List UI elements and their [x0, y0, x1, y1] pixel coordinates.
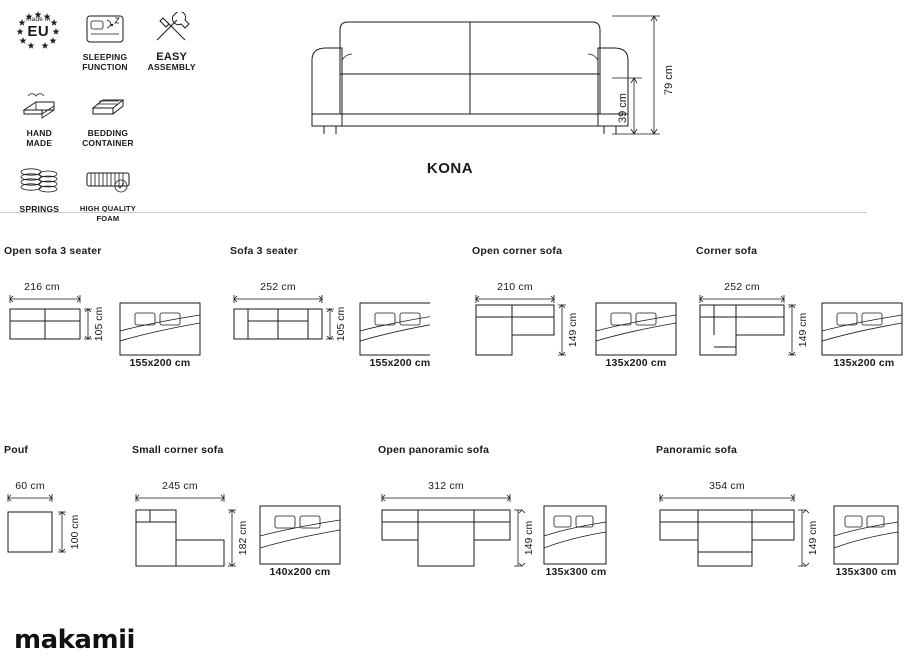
sofa-front-view [300, 8, 660, 148]
springs-icon [6, 160, 73, 202]
brand-logo-text: makamii [14, 625, 135, 655]
svg-text:182 cm: 182 cm [237, 520, 249, 556]
variant-pouf [4, 444, 124, 570]
badge-sleeping-label [73, 52, 138, 72]
variant-open-panoramic-sofa [378, 444, 608, 580]
variant-shape-svg [4, 460, 124, 570]
variant-width-label: 210 cm [497, 281, 533, 293]
bed-sleeping-icon [73, 8, 138, 50]
svg-text:100 cm: 100 cm [69, 514, 81, 550]
badge-line1: HAND [26, 128, 52, 138]
badge-easy-assembly [139, 6, 204, 72]
badge-hand-made-label [6, 128, 73, 148]
hero-height-total-text: 79 cm [663, 65, 675, 95]
eu-stars-icon [6, 8, 71, 50]
badge-row-2 [6, 82, 206, 148]
badge-hand-made [6, 82, 73, 148]
variant-width-label: 245 cm [162, 480, 198, 492]
variant-corner-sofa [696, 245, 905, 369]
badge-line2: MADE [26, 138, 53, 148]
variant-width-label: 252 cm [260, 281, 296, 293]
variant-width-label: 60 cm [15, 480, 45, 492]
badge-line1: EASY [156, 51, 188, 63]
badge-line2: FOAM [96, 214, 120, 223]
variant-small-corner-sofa [132, 444, 352, 580]
badge-springs [6, 158, 73, 214]
svg-text:149 cm: 149 cm [797, 312, 809, 348]
badge-line1: SLEEPING [82, 52, 128, 62]
section-divider [0, 212, 866, 213]
badge-eu-label: EU [27, 23, 50, 40]
variant-width-label: 312 cm [428, 480, 464, 492]
badge-made-in-eu [6, 6, 71, 62]
svg-text:105 cm: 105 cm [335, 306, 347, 342]
variant-bed-label: 155x200 cm [369, 357, 431, 369]
variant-width-label: 354 cm [709, 480, 745, 492]
variant-sofa-3-seater [230, 245, 431, 369]
variant-shape-svg [4, 261, 204, 361]
variant-open-sofa-3-seater [4, 245, 204, 369]
foam-icon [75, 160, 142, 202]
tools-icon [139, 8, 204, 50]
badge-springs-label: SPRINGS [19, 204, 60, 214]
variant-title: Pouf [4, 444, 29, 456]
bedding-container-icon [75, 84, 142, 126]
svg-text:105 cm: 105 cm [93, 306, 105, 342]
svg-text:149 cm: 149 cm [567, 312, 579, 348]
badge-made-label: made in [26, 16, 51, 23]
variant-shape-svg [656, 460, 905, 580]
variant-shape-svg [132, 460, 352, 580]
variant-bed-label: 135x300 cm [835, 566, 897, 578]
brand-logo [14, 625, 135, 655]
variant-open-corner-sofa [472, 245, 682, 369]
variant-shape-svg [472, 261, 682, 361]
badge-line2: FUNCTION [82, 62, 128, 72]
variant-panoramic-sofa [656, 444, 905, 580]
svg-text:149 cm: 149 cm [807, 520, 819, 556]
badge-bedding-container [75, 82, 142, 148]
variant-bed-label: 140x200 cm [269, 566, 331, 578]
badge-sleeping-function [73, 6, 138, 72]
feature-badges [6, 6, 206, 224]
badge-line1: HIGH QUALITY [79, 204, 137, 213]
badge-row-1 [6, 6, 206, 72]
variant-title: Open sofa 3 seater [4, 245, 102, 257]
variant-title: Panoramic sofa [656, 444, 737, 456]
svg-text:149 cm: 149 cm [523, 520, 535, 556]
badge-line1: BEDDING [87, 128, 129, 138]
variant-title: Sofa 3 seater [230, 245, 298, 257]
variant-title: Corner sofa [696, 245, 758, 257]
badge-high-quality-foam [75, 158, 142, 224]
hero-height-seat-text: 39 cm [617, 93, 629, 123]
variant-bed-label: 155x200 cm [129, 357, 191, 369]
variant-title: Open corner sofa [472, 245, 563, 257]
variant-width-label: 216 cm [24, 281, 60, 293]
badge-row-3 [6, 158, 206, 224]
badge-line2: CONTAINER [82, 138, 134, 148]
variant-width-label: 252 cm [724, 281, 760, 293]
badge-easy-label [139, 52, 204, 72]
hero-dimensions [612, 8, 682, 148]
variant-shape-svg [230, 261, 430, 361]
variant-title: Small corner sofa [132, 444, 224, 456]
badge-foam-label [75, 204, 142, 224]
variant-title: Open panoramic sofa [378, 444, 490, 456]
badge-bedding-label [75, 128, 142, 148]
badge-line2: ASSEMBLY [147, 62, 196, 72]
variant-shape-svg [696, 261, 905, 361]
variant-shape-svg [378, 460, 608, 580]
product-title: KONA [426, 160, 474, 177]
variant-bed-label: 135x200 cm [833, 357, 895, 369]
variant-bed-label: 135x200 cm [605, 357, 667, 369]
hand-made-icon [6, 84, 73, 126]
variant-bed-label: 135x300 cm [545, 566, 607, 578]
